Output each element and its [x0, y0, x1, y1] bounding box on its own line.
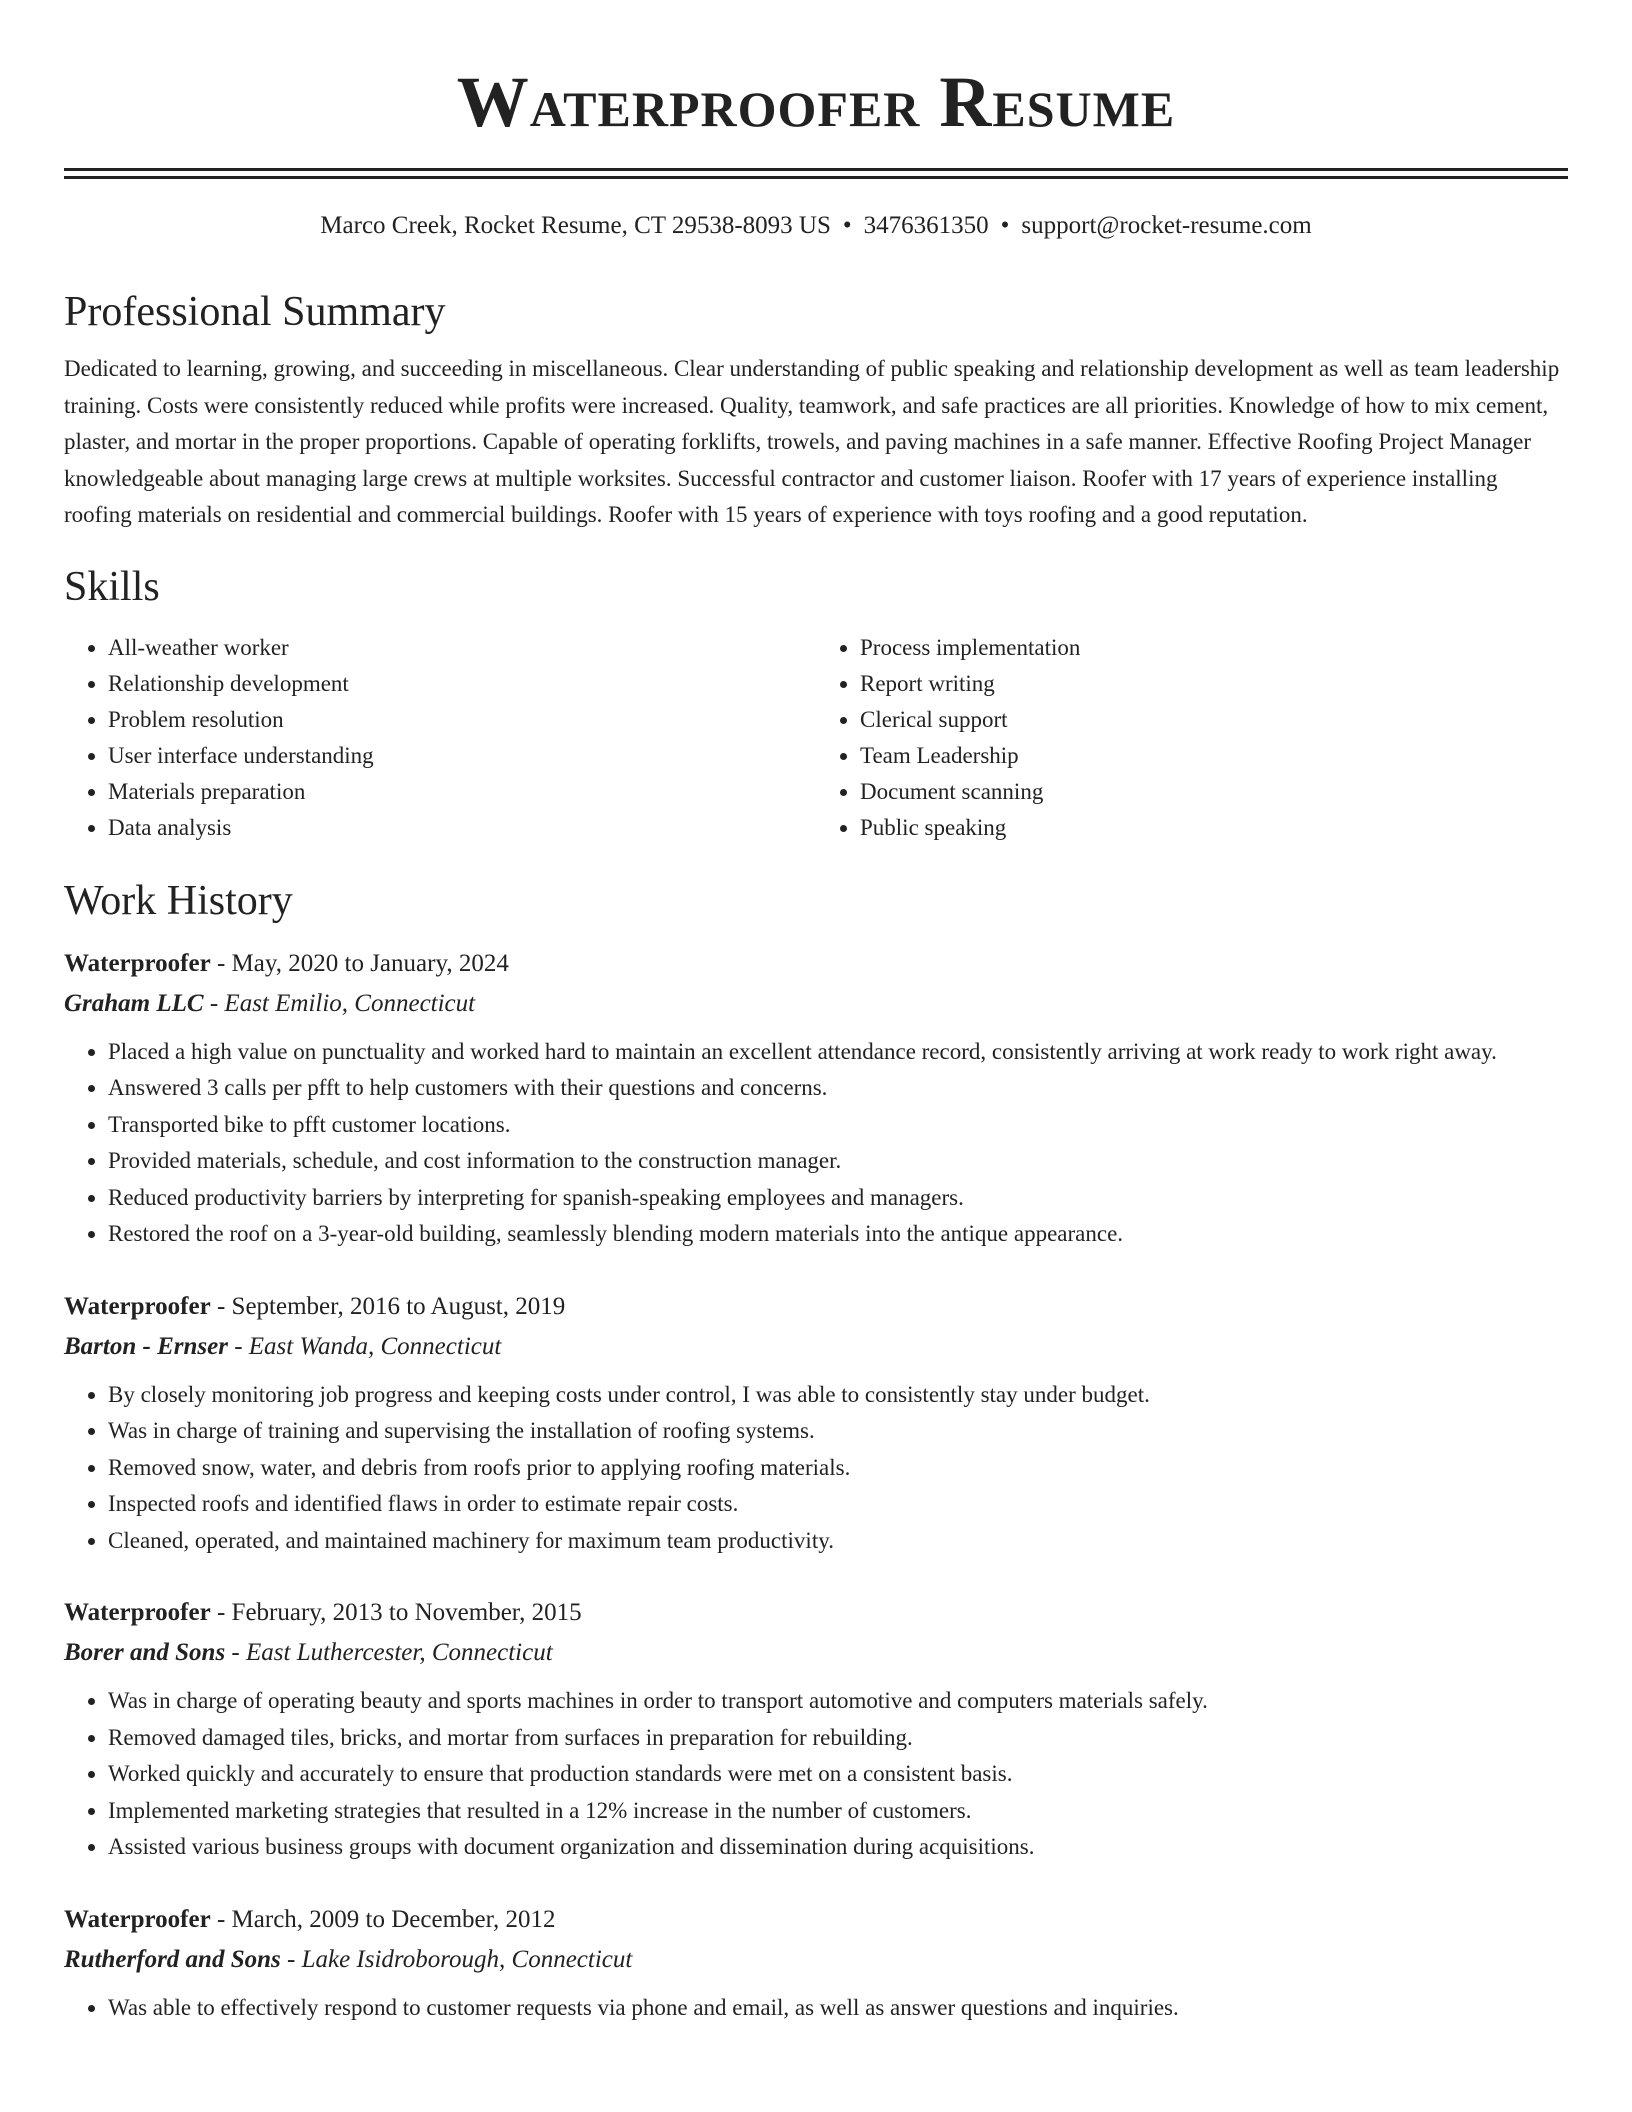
skill-item: • Problem resolution [108, 702, 816, 738]
job-title-line [64, 1900, 1568, 1940]
job-title-line [64, 944, 1568, 984]
resume-title: Waterproofer Resume [456, 62, 1176, 142]
skill-item: • User interface understanding [108, 738, 816, 774]
contact-address: Marco Creek, Rocket Resume, CT 29538-8093 US [320, 212, 831, 239]
job-company: Rutherford and Sons [64, 1945, 281, 1973]
job-dates: - May, 2020 to January, 2024 [210, 949, 509, 977]
job-bullet: • Transported bike to pfft customer locations. [108, 1107, 1568, 1144]
job-bullet: • Removed snow, water, and debris from roofs prior to applying roofing materials. [108, 1450, 1568, 1487]
job-bullet: • Reduced productivity barriers by interpreting for spanish-speaking employees and managers. [108, 1180, 1568, 1217]
skill-item: • Data analysis [108, 810, 816, 846]
skills-list-left [64, 630, 816, 846]
job-company: Graham LLC [64, 989, 204, 1017]
job-bullets [64, 1683, 1568, 1866]
job-bullets [64, 1990, 1568, 2027]
job-entry [64, 944, 1568, 1253]
job-bullet: • Answered 3 calls per pfft to help customers with their questions and concerns. [108, 1070, 1568, 1107]
job-role: Waterproofer [64, 949, 211, 977]
job-bullet: • Removed damaged tiles, bricks, and mortar from surfaces in preparation for rebuilding. [108, 1720, 1568, 1757]
contact-separator: • [842, 212, 852, 239]
contact-line [64, 209, 1568, 243]
job-company: Borer and Sons [64, 1639, 226, 1666]
job-dates: - September, 2016 to August, 2019 [210, 1292, 566, 1320]
job-bullet: • Assisted various business groups with document organization and dissemination during acquisitions. [108, 1829, 1568, 1866]
job-role: Waterproofer [64, 1292, 211, 1320]
job-bullets [64, 1377, 1568, 1560]
job-location: - East Wanda, Connecticut [227, 1332, 502, 1360]
skill-item: • Report writing [860, 666, 1568, 702]
skill-item: • All-weather worker [108, 630, 816, 666]
job-entry [64, 1593, 1568, 1866]
job-location: - Lake Isidroborough, Connecticut [280, 1945, 633, 1973]
skill-item: • Materials preparation [108, 774, 816, 810]
job-title-line [64, 1593, 1568, 1633]
summary-heading: Professional Summary [64, 289, 446, 335]
skill-item: • Relationship development [108, 666, 816, 702]
job-bullet: • Was in charge of operating beauty and sports machines in order to transport automotive and computers materials safely. [108, 1683, 1568, 1720]
job-dates: - February, 2013 to November, 2015 [210, 1599, 582, 1626]
skills-columns [64, 630, 1568, 846]
job-bullet: • Implemented marketing strategies that resulted in a 12% increase in the number of customers. [108, 1793, 1568, 1830]
title-divider [64, 168, 1568, 179]
skill-item: • Public speaking [860, 810, 1568, 846]
resume-page [64, 0, 1568, 2026]
contact-phone: 3476361350 [863, 212, 989, 239]
job-company-line [64, 1327, 1568, 1367]
job-role: Waterproofer [64, 1905, 211, 1933]
contact-separator: • [1000, 212, 1010, 239]
skill-item: • Document scanning [860, 774, 1568, 810]
job-location: - East Emilio, Connecticut [203, 989, 476, 1017]
job-company-line [64, 1940, 1568, 1980]
summary-text: Dedicated to learning, growing, and succeeding in miscellaneous. Clear understanding of public speaking and relationship development as well as team leadership training. Costs were consistently reduced while profits were increased. Quality, teamwork, and safe practices are all priorities. Knowledge of how to mix cement, plaster, and mortar in the proper proportions. Capable of operating forklifts, trowels, and paving machines in a safe manner. Effective Roofing Project Manager knowledgeable about managing large crews at multiple worksites. Successful contractor and customer liaison. Roofer with 17 years of experience installing roofing materials on residential and commercial buildings. Roofer with 15 years of experience with toys roofing and a good reputation. [64, 356, 1560, 527]
job-bullet: • Worked quickly and accurately to ensure that production standards were met on a consistent basis. [108, 1756, 1568, 1793]
job-bullet: • Was in charge of training and supervising the installation of roofing systems. [108, 1413, 1568, 1450]
job-role: Waterproofer [64, 1599, 211, 1626]
job-company-line [64, 984, 1568, 1024]
job-bullet: • Provided materials, schedule, and cost information to the construction manager. [108, 1143, 1568, 1180]
job-entry [64, 1900, 1568, 2027]
skill-item: • Team Leadership [860, 738, 1568, 774]
job-bullet: • Inspected roofs and identified flaws in order to estimate repair costs. [108, 1486, 1568, 1523]
job-location: - East Luthercester, Connecticut [225, 1639, 553, 1666]
job-entry [64, 1287, 1568, 1560]
job-title-line [64, 1287, 1568, 1327]
job-company: Barton - Ernser [64, 1332, 228, 1360]
job-bullet: • Restored the roof on a 3-year-old building, seamlessly blending modern materials into the antique appearance. [108, 1216, 1568, 1253]
skills-heading: Skills [64, 563, 160, 610]
job-bullets [64, 1034, 1568, 1253]
job-dates: - March, 2009 to December, 2012 [210, 1905, 556, 1933]
job-company-line [64, 1633, 1568, 1673]
job-bullet: • Was able to effectively respond to customer requests via phone and email, as well as answer questions and inquiries. [108, 1990, 1568, 2027]
work-history-heading: Work History [64, 877, 293, 924]
skill-item: • Process implementation [860, 630, 1568, 666]
contact-email: support@rocket-resume.com [1021, 212, 1312, 239]
job-bullet: • Placed a high value on punctuality and worked hard to maintain an excellent attendance record, consistently arriving at work ready to work right away. [108, 1034, 1568, 1071]
job-bullet: • Cleaned, operated, and maintained machinery for maximum team productivity. [108, 1523, 1568, 1560]
skills-list-right [816, 630, 1568, 846]
skill-item: • Clerical support [860, 702, 1568, 738]
job-bullet: • By closely monitoring job progress and keeping costs under control, I was able to consistently stay under budget. [108, 1377, 1568, 1414]
